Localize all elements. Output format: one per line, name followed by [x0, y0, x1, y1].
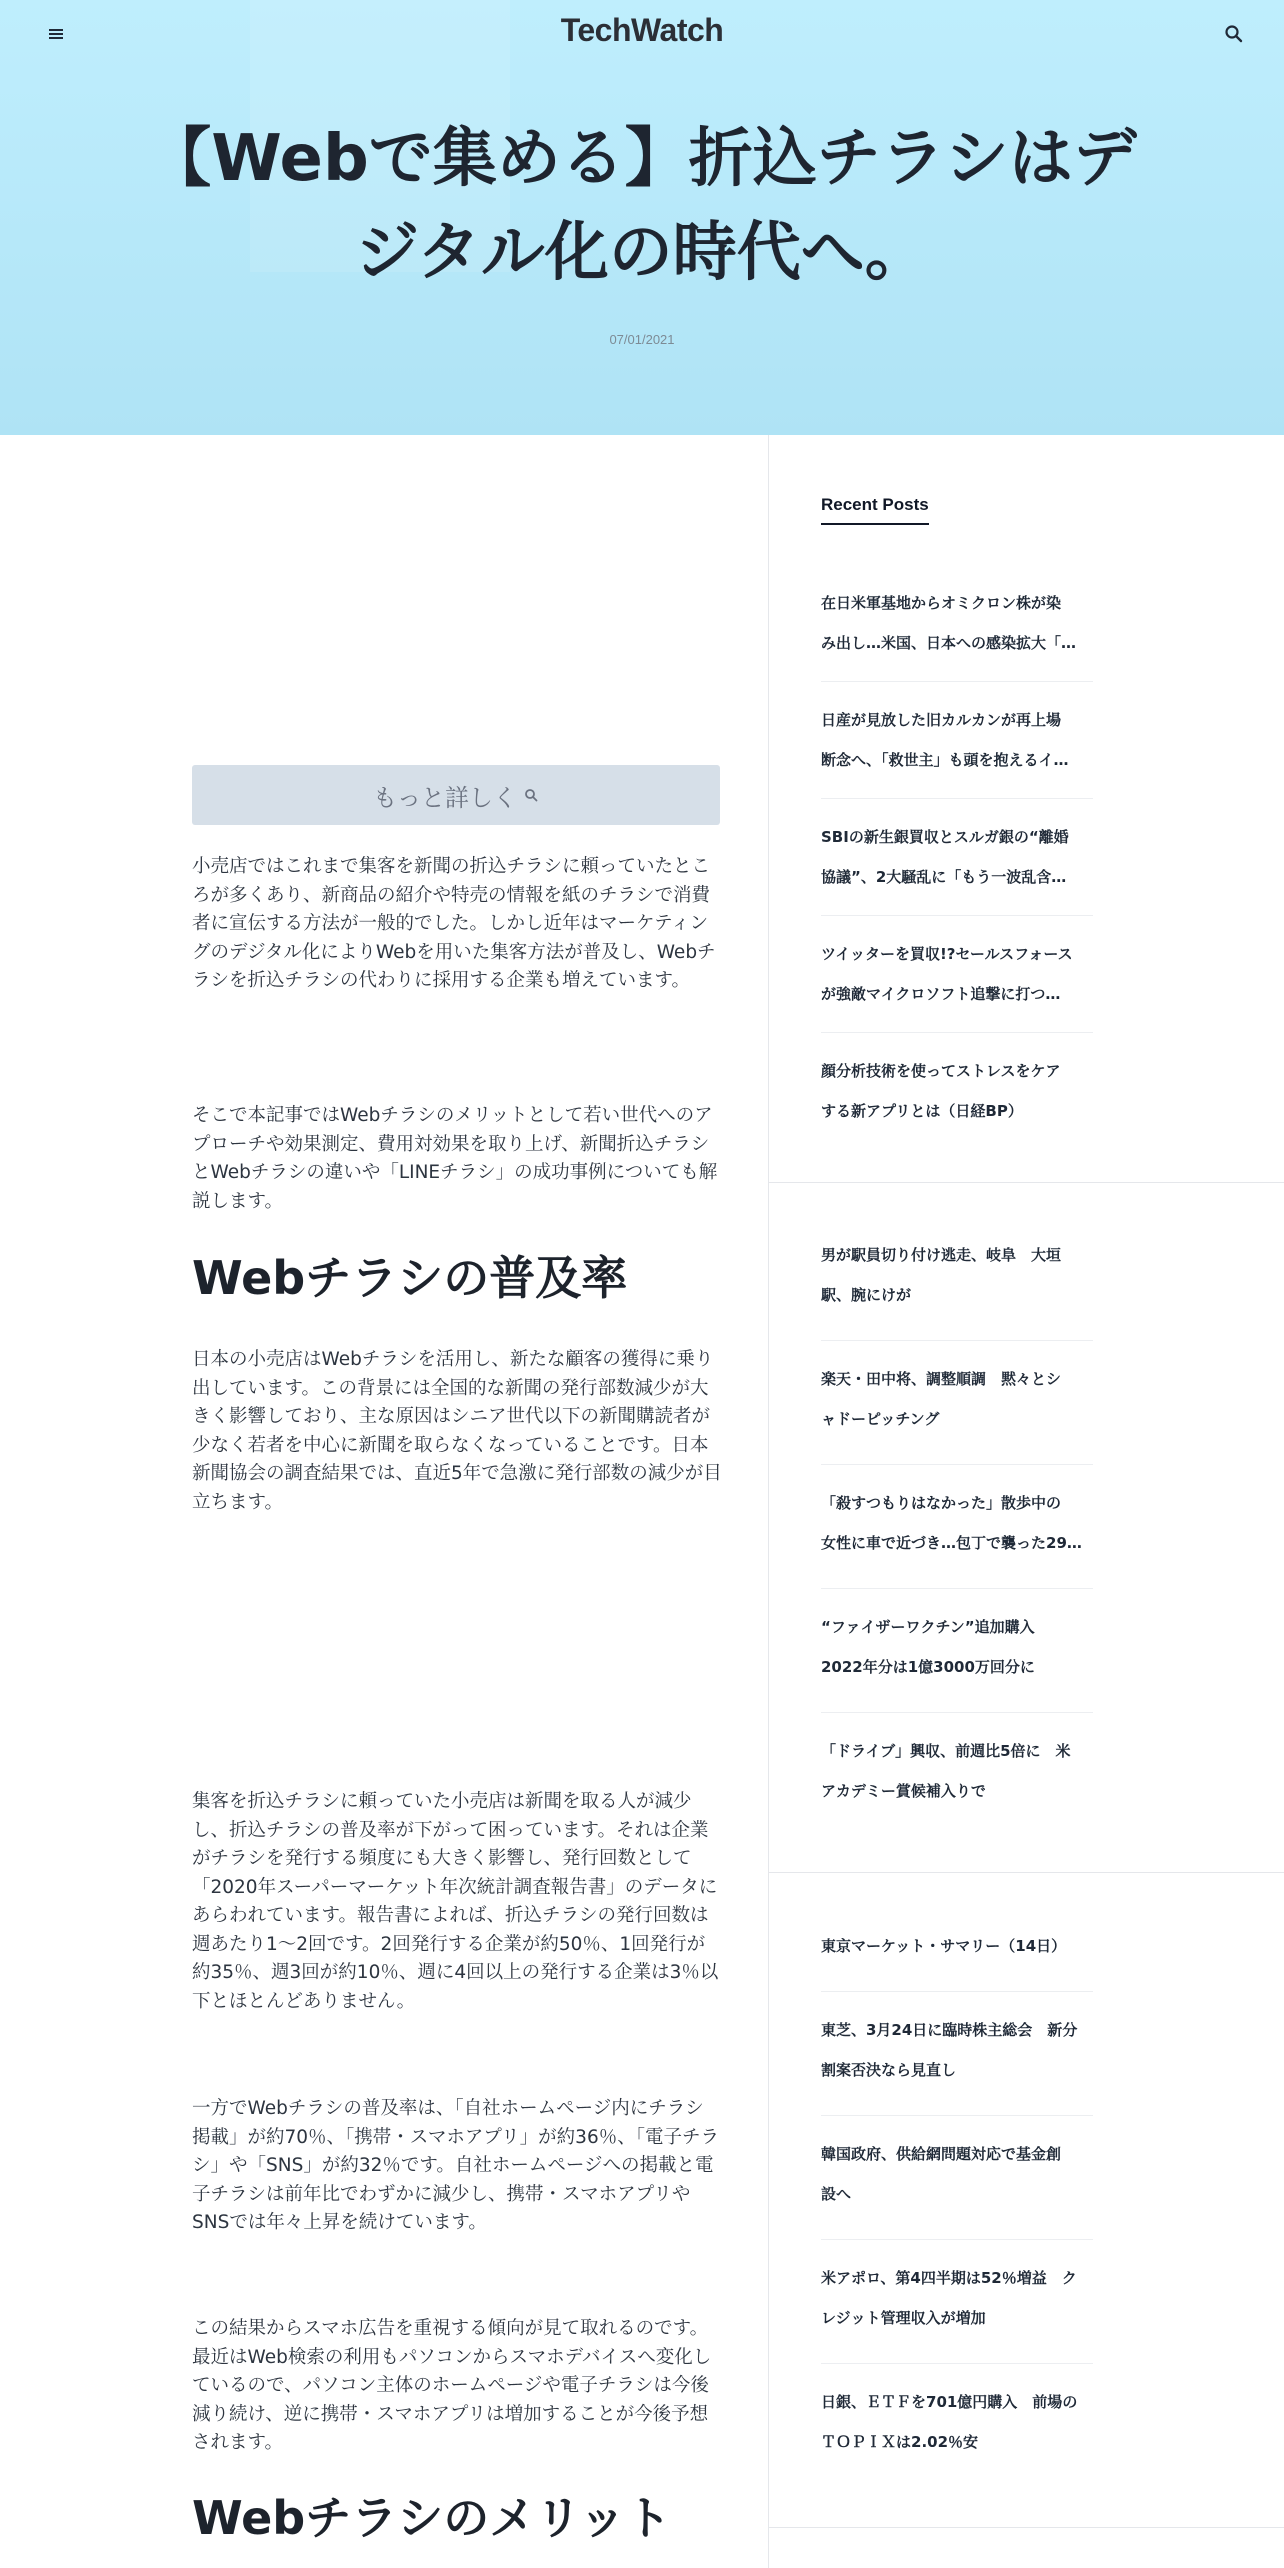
list-divider: [821, 2239, 1093, 2240]
recent-post-link[interactable]: 日銀、ＥＴＦを701億円購入 前場の ＴＯＰＩＸは2.02％安: [821, 2393, 1078, 2451]
recent-post-link[interactable]: 「ドライブ」興収、前週比5倍に 米 アカデミー賞候補入りで: [821, 1742, 1071, 1800]
list-divider: [821, 681, 1093, 682]
list-divider: [821, 1032, 1093, 1033]
list-divider: [821, 798, 1093, 799]
list-divider: [821, 2363, 1093, 2364]
recent-post-link[interactable]: 米アポロ、第4四半期は52％増益 ク レジット管理収入が増加: [821, 2269, 1077, 2327]
article-paragraph: 小売店ではこれまで集客を新聞の折込チラシに頼っていたところが多くあり、新商品の紹介や特売の情報を紙のチラシで消費者に宣伝する方法が一般的でした。しかし近年はマーケティングのデジタル化によりWebを用いた集客方法が普及し、Webチラシを折込チラシの代わりに採用する企業も増えています。: [192, 856, 716, 991]
recent-post-link[interactable]: 在日米軍基地からオミクロン株が染 み出し…米国、日本への感染拡大「…: [821, 594, 1077, 652]
post-date: 07/01/2021: [609, 332, 675, 347]
section-heading: Webチラシの普及率: [192, 1251, 628, 1305]
widget-divider: [769, 2527, 1284, 2528]
widget-divider: [769, 1872, 1284, 1873]
list-divider: [821, 1991, 1093, 1992]
more-details-button[interactable]: [192, 765, 720, 825]
list-divider: [821, 1588, 1093, 1589]
hero-header: [0, 0, 1284, 435]
search-icon[interactable]: [1220, 20, 1248, 48]
site-title[interactable]: TechWatch: [560, 12, 724, 48]
section-heading: Webチラシのメリット: [192, 2491, 672, 2545]
recent-post-link[interactable]: 男が駅員切り付け逃走、岐阜 大垣 駅、腕にけが: [821, 1246, 1062, 1304]
article-paragraph: 集客を折込チラシに頼っていた小売店は新聞を取る人が減少し、折込チラシの普及率が下がって困っています。それは企業がチラシを発行する頻度にも大きく影響し、発行回数として「2020年スーパーマーケット年次統計調査報告書」のデータにあらわれています。報告書によれば、折込チラシの発行回数は週あたり1～2回です。2回発行する企業が約50％、1回発行が約35％、週3回が約10％、週に4回以上の発行する企業は3％以下とほとんどありません。: [192, 1791, 719, 2012]
list-divider: [821, 1712, 1093, 1713]
recent-post-link[interactable]: 日産が見放した旧カルカンが再上場 断念へ、「救世主」も頭を抱えるイ…: [821, 711, 1069, 769]
article-paragraph: 日本の小売店はWebチラシを活用し、新たな顧客の獲得に乗り出しています。この背景には全国的な新聞の発行部数減少が大きく影響しており、主な原因はシニア世代以下の新聞購読者が少なく若者を中心に新聞を取らなくなっていることです。日本新聞協会の調査結果では、直近5年で急激に発行部数の減少が目立ちます。: [192, 1349, 722, 1513]
widget-divider: [769, 1182, 1284, 1183]
list-divider: [821, 1340, 1093, 1341]
list-divider: [821, 1464, 1093, 1465]
list-divider: [821, 915, 1093, 916]
recent-post-link[interactable]: 東京マーケット・サマリー（14日）: [821, 1937, 1067, 1955]
search-icon: [523, 787, 539, 803]
recent-posts-title: Recent Posts: [821, 495, 929, 525]
recent-post-link[interactable]: “ファイザーワクチン”追加購入 2022年分は1億3000万回分に: [821, 1618, 1035, 1676]
recent-post-link[interactable]: ツイッターを買収!?セールスフォース が強敵マイクロソフト追撃に打つ…: [821, 945, 1073, 1003]
recent-post-link[interactable]: 東芝、3月24日に臨時株主総会 新分 割案否決なら見直し: [821, 2021, 1078, 2079]
post-title: 【Webで集める】折込チラシはデジタル化の時代へ。: [147, 122, 1137, 290]
recent-post-link[interactable]: 顔分析技術を使ってストレスをケア する新アプリとは（日経BP）: [821, 1062, 1061, 1120]
recent-post-link[interactable]: 韓国政府、供給網問題対応で基金創 設へ: [821, 2145, 1062, 2203]
article-paragraph: そこで本記事ではWebチラシのメリットとして若い世代へのアプローチや効果測定、費用対効果を取り上げ、新聞折込チラシとWebチラシの違いや「LINEチラシ」の成功事例についても解説します。: [192, 1105, 718, 1212]
sidebar: [768, 435, 1284, 2568]
recent-post-link[interactable]: SBIの新生銀買収とスルガ銀の“離婚 協議”、2大騒乱に「もう一波乱含…: [821, 828, 1069, 886]
article-paragraph: 一方でWebチラシの普及率は、「自社ホームページ内にチラシ掲載」が約70％、「携帯・スマホアプリ」が約36％、「電子チラシ」や「SNS」が約32％です。自社ホームページへの掲載と電子チラシは前年比でわずかに減少し、携帯・スマホアプリやSNSでは年々上昇を続けています。: [192, 2098, 719, 2233]
more-details-label: もっと詳しく: [373, 783, 517, 812]
article-paragraph: この結果からスマホ広告を重視する傾向が見て取れるのです。最近はWeb検索の利用もパソコンからスマホデバイスへ変化しているので、パソコン主体のホームページや電子チラシは今後減り続け、逆に携帯・スマホアプリは増加することが今後予想されます。: [192, 2318, 712, 2453]
list-divider: [821, 2115, 1093, 2116]
recent-post-link[interactable]: 「殺すつもりはなかった」散歩中の 女性に車で近づき…包丁で襲った29…: [821, 1494, 1082, 1552]
recent-post-link[interactable]: 楽天・田中将、調整順調 黙々とシ ャドーピッチング: [821, 1370, 1062, 1428]
